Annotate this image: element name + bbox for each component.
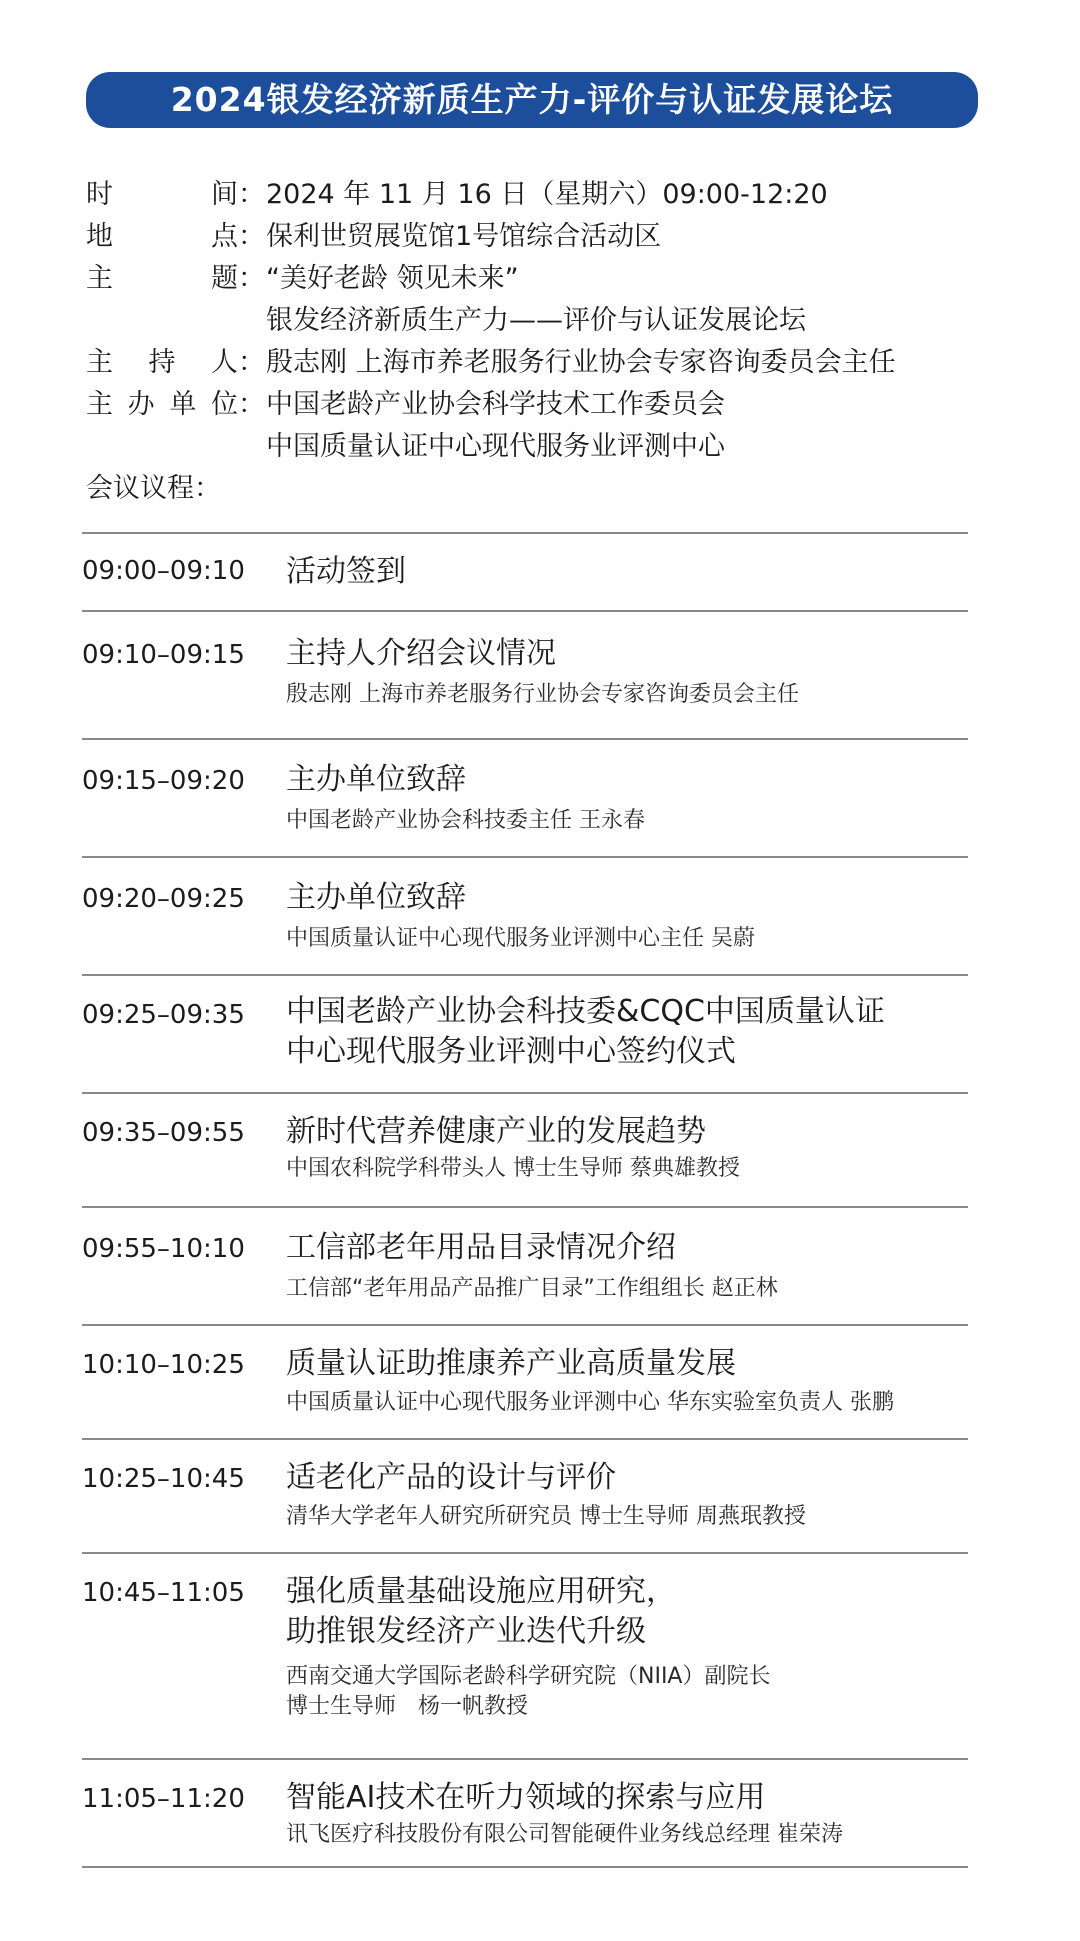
host-value: 殷志刚 上海市养老服务行业协会专家咨询委员会主任 <box>266 347 896 378</box>
agenda-body <box>286 1094 968 1206</box>
agenda-row <box>82 1208 968 1326</box>
agenda-body <box>286 1760 968 1866</box>
info-row-time <box>86 174 986 216</box>
agenda-title: 活动签到 <box>286 554 406 589</box>
agenda-time: 09:35–09:55 <box>82 1118 245 1148</box>
colon: ： <box>238 263 265 294</box>
organizer-value <box>266 384 725 468</box>
forum-title-banner: 2024银发经济新质生产力-评价与认证发展论坛 <box>86 72 978 128</box>
agenda-row <box>82 1094 968 1208</box>
agenda-title: 智能AI技术在听力领域的探索与应用 <box>286 1780 766 1815</box>
agenda-time: 09:20–09:25 <box>82 884 245 914</box>
agenda-row <box>82 858 968 976</box>
organizer-label: 主办单位 <box>86 389 238 420</box>
colon: ： <box>238 389 265 420</box>
agenda-title: 适老化产品的设计与评价 <box>286 1460 616 1495</box>
agenda-table <box>82 532 968 1868</box>
agenda-title: 主办单位致辞 <box>286 762 466 797</box>
agenda-time: 10:25–10:45 <box>82 1464 245 1494</box>
agenda-speaker: 中国质量认证中心现代服务业评测中心主任 吴蔚 <box>286 926 755 951</box>
colon: ： <box>238 347 265 378</box>
agenda-row <box>82 534 968 612</box>
agenda-time: 10:10–10:25 <box>82 1350 245 1380</box>
agenda-title-line-2: 助推银发经济产业迭代升级 <box>286 1614 646 1649</box>
agenda-time: 09:00–09:10 <box>82 556 245 586</box>
agenda-title: 工信部老年用品目录情况介绍 <box>286 1230 676 1265</box>
agenda-body <box>286 534 968 610</box>
info-row-host <box>86 342 986 384</box>
agenda-body <box>286 612 968 738</box>
agenda-body <box>286 1208 968 1324</box>
agenda-title: 质量认证助推康养产业高质量发展 <box>286 1346 736 1381</box>
place-value: 保利世贸展览馆1号馆综合活动区 <box>266 221 662 252</box>
agenda-body <box>286 858 968 974</box>
agenda-row <box>82 740 968 858</box>
agenda-label: 会议议程： <box>86 473 221 504</box>
agenda-title: 强化质量基础设施应用研究， <box>286 1574 676 1609</box>
agenda-time: 11:05–11:20 <box>82 1784 245 1814</box>
agenda-row <box>82 1760 968 1868</box>
agenda-speaker-line-2: 博士生导师 杨一帆教授 <box>286 1694 529 1719</box>
agenda-body <box>286 1554 968 1758</box>
colon: ： <box>238 179 265 210</box>
agenda-time: 09:15–09:20 <box>82 766 245 796</box>
agenda-speaker: 清华大学老年人研究所研究员 博士生导师 周燕珉教授 <box>286 1504 806 1529</box>
agenda-speaker: 中国质量认证中心现代服务业评测中心 华东实验室负责人 张鹏 <box>286 1390 894 1415</box>
agenda-time: 09:25–09:35 <box>82 1000 245 1030</box>
theme-line-1: “美好老龄 领见未来” <box>266 263 519 294</box>
theme-line-2: 银发经济新质生产力——评价与认证发展论坛 <box>266 305 806 336</box>
agenda-speaker: 工信部“老年用品产品推广目录”工作组组长 赵正林 <box>286 1276 778 1301</box>
agenda-title: 中国老龄产业协会科技委&CQC中国质量认证 <box>286 994 885 1029</box>
agenda-body <box>286 1326 968 1438</box>
agenda-speaker: 中国农科院学科带头人 博士生导师 蔡典雄教授 <box>286 1156 740 1181</box>
agenda-body <box>286 1440 968 1552</box>
agenda-speaker: 讯飞医疗科技股份有限公司智能硬件业务线总经理 崔荣涛 <box>286 1822 843 1847</box>
theme-label: 主题 <box>86 263 238 294</box>
agenda-title-line-2: 中心现代服务业评测中心签约仪式 <box>286 1034 736 1069</box>
organizer-line-1: 中国老龄产业协会科学技术工作委员会 <box>266 389 725 420</box>
info-row-organizer <box>86 384 986 468</box>
agenda-row <box>82 976 968 1094</box>
agenda-row <box>82 1554 968 1760</box>
agenda-body <box>286 976 968 1092</box>
agenda-speaker: 西南交通大学国际老龄科学研究院（NIIA）副院长 <box>286 1664 771 1689</box>
agenda-title: 主办单位致辞 <box>286 880 466 915</box>
info-row-theme <box>86 258 986 342</box>
agenda-time: 09:55–10:10 <box>82 1234 245 1264</box>
info-row-place <box>86 216 986 258</box>
place-label: 地点 <box>86 221 238 252</box>
agenda-body <box>286 740 968 856</box>
agenda-time: 09:10–09:15 <box>82 640 245 670</box>
agenda-speaker: 殷志刚 上海市养老服务行业协会专家咨询委员会主任 <box>286 682 799 707</box>
organizer-line-2: 中国质量认证中心现代服务业评测中心 <box>266 431 725 462</box>
theme-value <box>266 258 806 342</box>
agenda-row <box>82 1440 968 1554</box>
info-row-agenda-label <box>86 468 986 510</box>
colon: ： <box>238 221 265 252</box>
time-label: 时间 <box>86 179 238 210</box>
time-value: 2024 年 11 月 16 日（星期六）09:00-12:20 <box>266 179 828 210</box>
agenda-row <box>82 612 968 740</box>
agenda-title: 主持人介绍会议情况 <box>286 636 556 671</box>
agenda-title: 新时代营养健康产业的发展趋势 <box>286 1114 706 1149</box>
agenda-time: 10:45–11:05 <box>82 1578 245 1608</box>
agenda-row <box>82 1326 968 1440</box>
event-info <box>86 174 986 510</box>
agenda-speaker: 中国老龄产业协会科技委主任 王永春 <box>286 808 645 833</box>
host-label: 主持人 <box>86 347 238 378</box>
